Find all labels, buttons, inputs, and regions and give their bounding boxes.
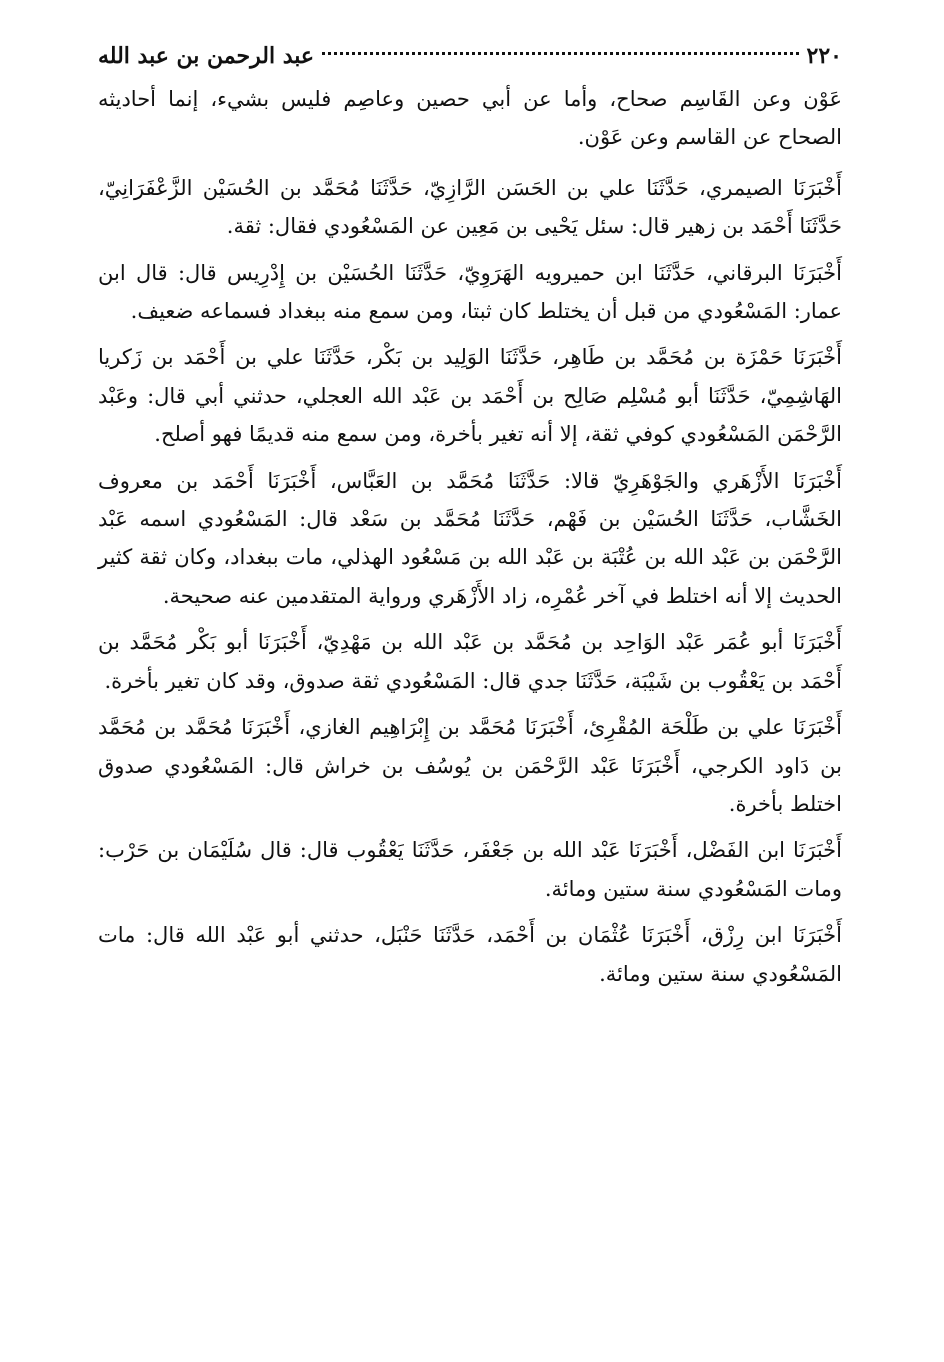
paragraph: أَخْبَرَنَا علي بن طَلْحَة المُقْرِئ، أَخْبَرَنَا مُحَمَّد بن إِبْرَاهِيم الغازي، أَخْبَرَنَا مُحَمَّد بن مُحَمَّد بن دَاود الكرجي، أَخْبَرَنَا عَبْد الرَّحْمَن بن يُوسُف بن خراش قال: المَسْعُودي صدوق اختلط بأخرة. (98, 715, 842, 816)
page-number: ٢٢٠ (806, 43, 842, 69)
paragraph: أَخْبَرَنَا ابن الفَضْل، أَخْبَرَنَا عَبْد الله بن جَعْفَر، حَدَّثَنَا يَعْقُوب قال: قال سُلَيْمَان بن حَرْب: ومات المَسْعُودي سنة ستين ومائة. (98, 838, 842, 901)
running-title: عبد الرحمن بن عبد الله (98, 43, 315, 69)
paragraph: أَخْبَرَنَا أبو عُمَر عَبْد الوَاحِد بن مُحَمَّد بن عَبْد الله بن مَهْدِيّ، أَخْبَرَنَا أبو بَكْر مُحَمَّد بن أَحْمَد بن يَعْقُوب بن شَيْبَة، حَدَّثَنَا جدي قال: المَسْعُودي ثقة صدوق، وقد كان تغير بأخرة. (98, 630, 842, 693)
paragraph: أَخْبَرَنَا ابن رِزْق، أَخْبَرَنَا عُثْمَان بن أَحْمَد، حَدَّثَنَا حَنْبَل، حدثني أبو عَبْد الله قال: مات المَسْعُودي سنة ستين ومائة. (98, 923, 842, 986)
book-page (98, 36, 842, 1001)
paragraph: عَوْن وعن القَاسِم صحاح، وأما عن أبي حصين وعاصِم فليس بشيء، إنما أحاديثه الصحاح عن القاسم وعن عَوْن. (98, 87, 842, 150)
paragraph: أَخْبَرَنَا الأَزْهَري والجَوْهَرِيّ قالا: حَدَّثَنَا مُحَمَّد بن العَبَّاس، أَخْبَرَنَا أَحْمَد بن معروف الخَشَّاب، حَدَّثَنَا الحُسَيْن بن فَهْم، حَدَّثَنَا مُحَمَّد بن سَعْد قال: المَسْعُودي اسمه عَبْد الرَّحْمَن بن عَبْد الله بن عُتْبَة بن عَبْد الله بن مَسْعُود الهذلي، مات ببغداد، وكان ثقة كثير الحديث إلا أنه اختلط في آخر عُمْرِه، زاد الأَزْهَري ورواية المتقدمين عنه صحيحة. (98, 468, 842, 608)
dotted-leader (322, 52, 799, 55)
paragraph: أَخْبَرَنَا البرقاني، حَدَّثَنَا ابن حميرويه الهَرَوِيّ، حَدَّثَنَا الحُسَيْن بن إِدْرِيس قال: قال ابن عمار: المَسْعُودي من قبل أن يختلط كان ثبتا، ومن سمع منه ببغداد فسماعه ضعيف. (98, 260, 842, 324)
paragraph: أَخْبَرَنَا حَمْزَة بن مُحَمَّد بن طَاهِر، حَدَّثَنَا الوَلِيد بن بَكْر، حَدَّثَنَا علي بن أَحْمَد بن زَكريا الهَاشِمِيّ، حَدَّثَنَا أبو مُسْلِم صَالِح بن أَحْمَد بن عَبْد الله العجلي، حدثني أبي قال: وعَبْد الرَّحْمَن المَسْعُودي كوفي ثقة، إلا أنه تغير بأخرة، ومن سمع منه قديمًا فهو أصلح. (98, 345, 842, 447)
page-header (98, 36, 842, 80)
paragraph: أَخْبَرَنَا الصيمري، حَدَّثَنَا علي بن الحَسَن الرَّازِيّ، حَدَّثَنَا مُحَمَّد بن الحُسَيْن الزَّعْفَرَانِيّ، حَدَّثَنَا أَحْمَد بن زهير قال: سئل يَحْيى بن مَعِين عن المَسْعُودي فقال: ثقة. (98, 175, 842, 239)
